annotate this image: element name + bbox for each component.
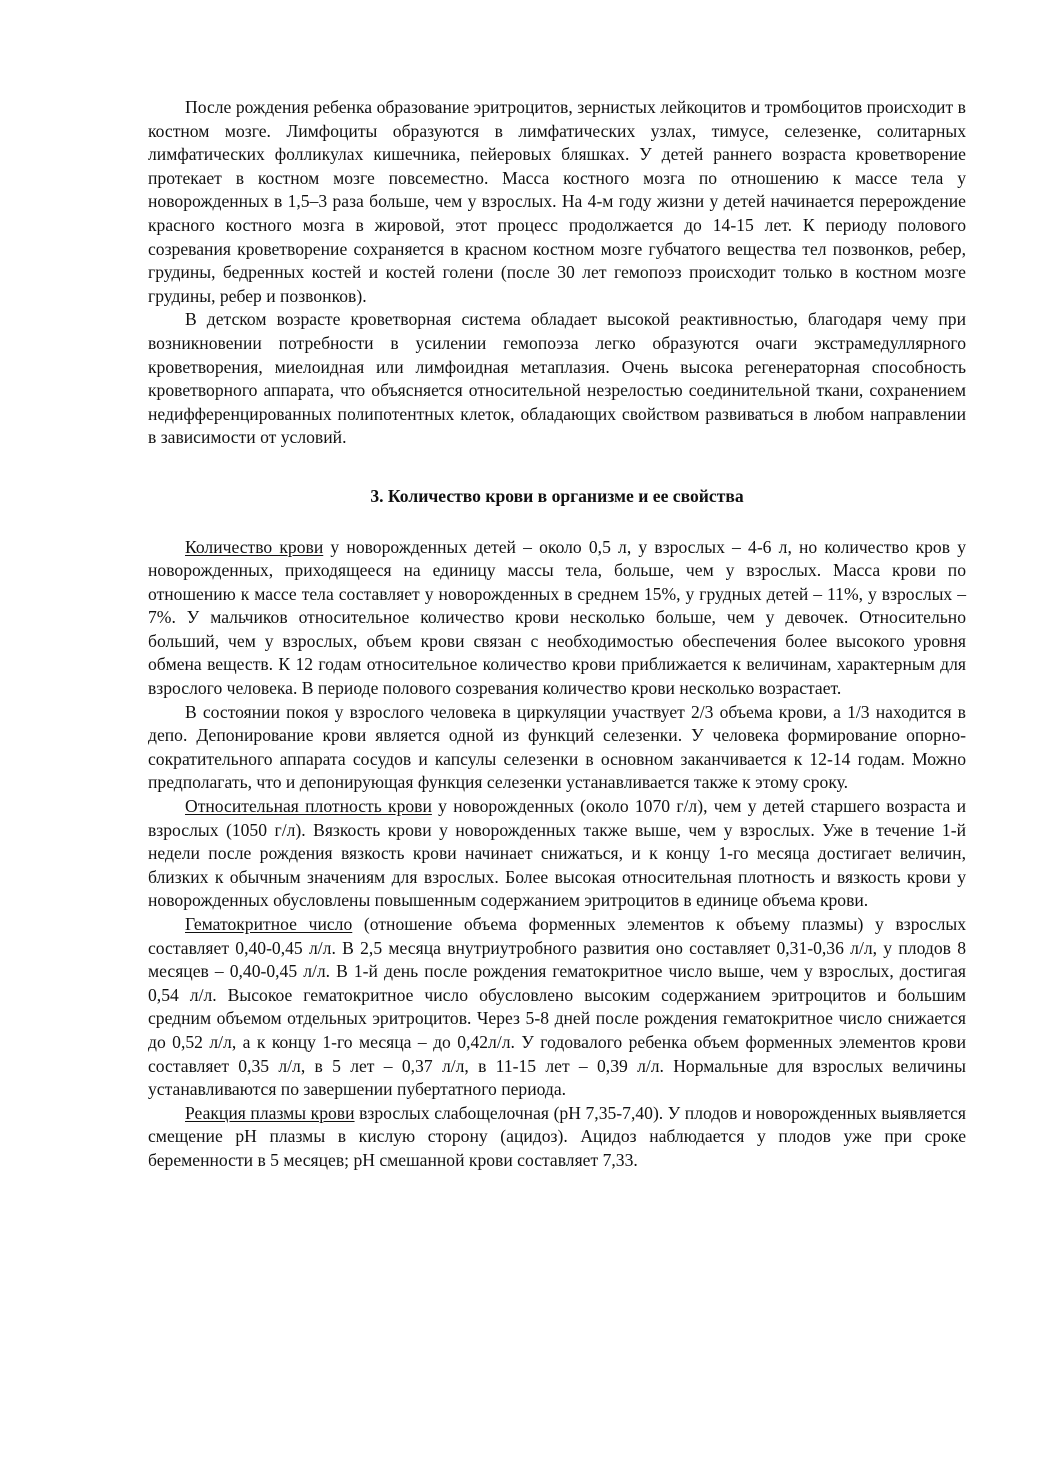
paragraph-hematopoiesis-after-birth [148, 96, 966, 308]
paragraph-text: После рождения ребенка образование эритроцитов, зернистых лейкоцитов и тромбоцитов происходит в костном мозге. Лимфоциты образуются в лимфатических узлах, тимусе, селезенке, солитарных лимфатических фолликулах кишечника, пейеровых бляшках. У детей раннего возраста кроветворение протекает в костном мозге повсеместно. Масса костного мозга по отношению к массе тела у новорожденных в 1,5–3 раза больше, чем у взрослых. На 4-м году жизни у детей начинается перерождение красного костного мозга в жировой, этот процесс продолжается до 14-15 лет. К периоду полового созревания кроветворение сохраняется в красном костном мозге губчатого вещества тел позвонков, ребер, грудины, бедренных костей и костей голени (после 30 лет гемопоэз происходит только в костном мозге грудины, ребер и позвонков). [148, 97, 966, 306]
underlined-term: Реакция плазмы крови [185, 1102, 355, 1123]
underlined-term: Относительная плотность крови [185, 796, 432, 817]
paragraph-text: у новорожденных детей – около 0,5 л, у взрослых – 4-6 л, но количество кров у новорожденных, приходящееся на единицу массы тела, больше, чем у взрослых. Масса крови по отношению к массе тела составляет у новорожденных в среднем 15%, у грудных детей – 11%, у взрослых – 7%. У мальчиков относительное количество крови несколько больше, чем у девочек. Относительно больший, чем у взрослых, объем крови связан с необходимостью обеспечения более высокого уровня обмена веществ. К 12 годам относительное количество крови приближается к величинам, характерным для взрослого человека. В периоде полового созревания количество крови несколько возрастает. [148, 536, 966, 699]
paragraph-relative-density [148, 795, 966, 913]
paragraph-text: В состоянии покоя у взрослого человека в циркуляции участвует 2/3 объема крови, а 1/3 находится в депо. Депонирование крови является одной из функций селезенки. У человека формирование опорно-сократительного аппарата сосудов и капсулы селезенки в основном заканчивается к 12-14 годам. Можно предполагать, что и депонирующая функция селезенки устанавливается также к этому сроку. [148, 701, 966, 793]
underlined-term: Количество крови [185, 536, 324, 557]
paragraph-text: В детском возрасте кроветворная система обладает высокой реактивностью, благодаря чему при возникновении потребности в усилении гемопоэза легко образуются очаги экстрамедуллярного кроветворения, миелоидная или лимфоидная метаплазия. Очень высока регенераторная способность кроветворного аппарата, что объясняется относительной незрелостью соединительной ткани, сохранением недифференцированных полипотентных клеток, обладающих свойством развиваться в любом направлении в зависимости от условий. [148, 309, 966, 448]
paragraph-text: (отношение объема форменных элементов к объему плазмы) у взрослых составляет 0,40-0,45 л/л. В 2,5 месяца внутриутробного развития оно составляет 0,31-0,36 л/л, у плодов 8 месяцев – 0,40-0,45 л/л. В 1-й день после рождения гематокритное число выше, чем у взрослых, достигая 0,54 л/л. Высокое гематокритное число обусловлено высоким содержанием эритроцитов и большим средним объемом отдельных эритроцитов. Через 5-8 дней после рождения гематокритное число снижается до 0,52 л/л, а к концу 1-го месяца – до 0,42л/л. У годовалого ребенка объем форменных элементов крови составляет 0,35 л/л, в 5 лет – 0,37 л/л, в 11-15 лет – 0,39 л/л. Нормальные для взрослых величины устанавливаются по завершении пубертатного периода. [148, 914, 966, 1100]
paragraph-text: у новорожденных (около 1070 г/л), чем у детей старшего возраста и взрослых (1050 г/л). Вязкость крови у новорожденных также выше, чем у взрослых. Уже в течение 1-й недели после рождения вязкость крови начинает снижаться, и к концу 1-го месяца достигает величин, близких к обычным значениям для взрослых. Более высокая относительная плотность и вязкость крови у новорожденных обусловлены повышенным содержанием эритроцитов в единице объема крови. [148, 796, 966, 911]
paragraph-hematopoietic-reactivity [148, 308, 966, 450]
section-heading: 3. Количество крови в организме и ее свойства [370, 485, 744, 506]
paragraph-hematocrit [148, 913, 966, 1102]
paragraph-plasma-reaction [148, 1102, 966, 1173]
underlined-term: Гематокритное число [185, 914, 353, 934]
paragraph-text: взрослых слабощелочная (рН 7,35-7,40). У плодов и новорожденных выявляется смещение рН плазмы в кислую сторону (ацидоз). Ацидоз наблюдается у плодов уже при сроке беременности в 5 месяцев; рН смешанной крови составляет 7,33. [148, 1102, 966, 1170]
paragraph-blood-depot [148, 701, 966, 795]
paragraph-blood-volume [148, 536, 966, 701]
document-page [148, 96, 966, 1173]
